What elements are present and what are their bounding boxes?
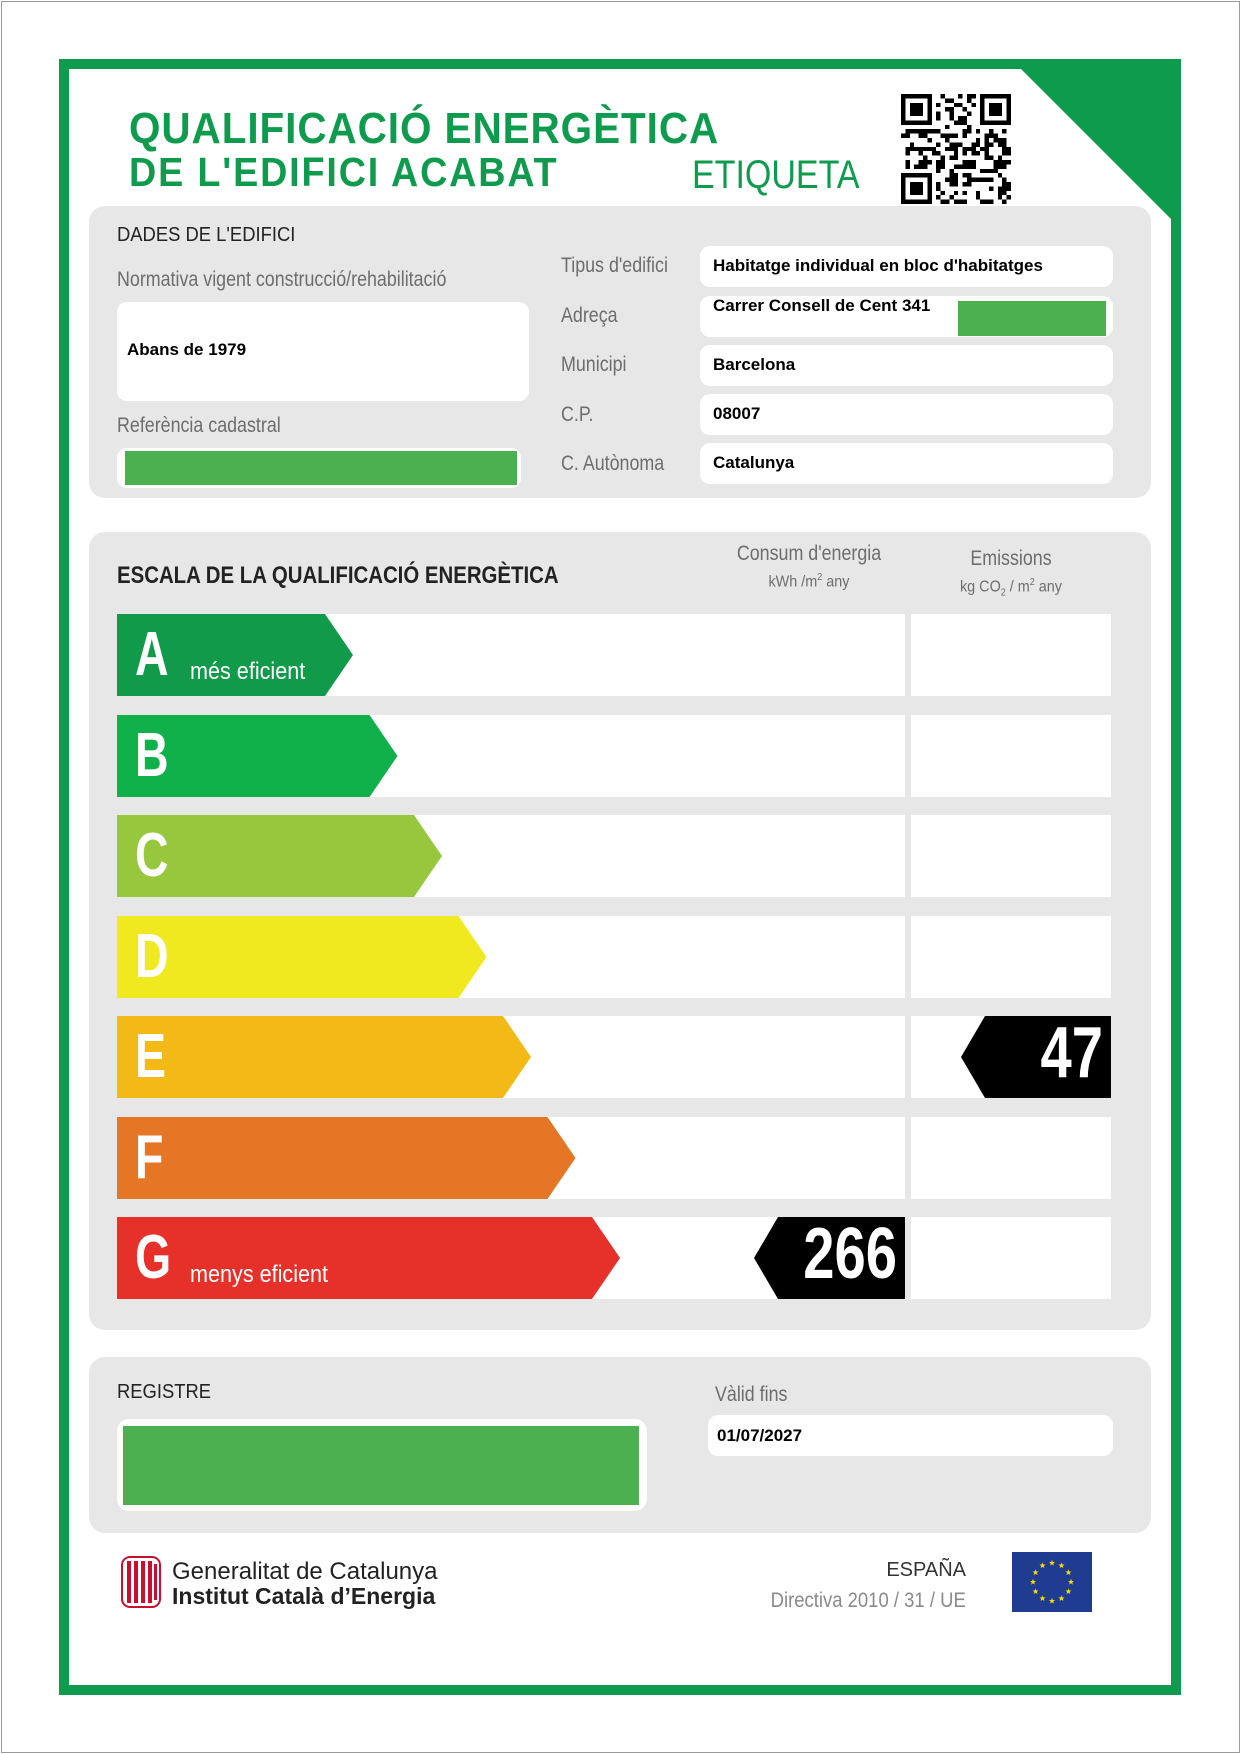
field-value-autonoma: Catalunya [713,453,795,472]
emissions-header-label: Emissions [970,547,1052,570]
field-value-adreca: Carrer Consell de Cent 341 [713,296,931,315]
footer-org2: Institut Català d’Energia [172,1583,436,1609]
cadastral-redacted [125,451,517,485]
registre-panel [89,1357,1151,1533]
energy-label-frame [59,59,1181,1695]
field-adreca [700,296,1113,337]
emissions-header [911,547,1111,599]
consum-value: 266 [803,1214,897,1294]
consum-header [709,542,909,591]
field-value-tipus: Habitatge individual en bloc d'habitatges [713,256,1043,275]
field-value-cp: 08007 [713,404,761,423]
field-municipi [700,345,1113,386]
class-letter-d: D [135,921,169,991]
class-letter-f: F [135,1122,164,1192]
etiqueta-label: ETIQUETA [692,153,860,197]
emissions-cell [911,715,1111,797]
consum-cell [709,916,905,998]
emissions-unit-sup: 2 [1029,577,1035,588]
footer-org1: Generalitat de Catalunya [172,1558,438,1585]
class-sub-g: menys eficient [190,1261,329,1288]
class-letter-g: G [135,1223,172,1292]
valid-label: Vàlid fins [715,1383,788,1406]
class-letter-c: C [135,821,169,890]
title-line-2: DE L'EDIFICI ACABAT [129,149,559,195]
field-label-municipi: Municipi [561,353,627,376]
field-tipus [700,246,1113,287]
emissions-cell [911,916,1111,998]
consum-unit [719,572,899,591]
emissions-unit-sub: 2 [1000,587,1006,599]
adreca-redacted [958,301,1106,336]
class-arrow-f [117,1117,578,1199]
field-value-municipi: Barcelona [713,355,796,374]
class-letter-a: A [135,620,169,689]
field-label-tipus: Tipus d'edifici [561,254,668,277]
valid-field [708,1415,1113,1456]
registre-label: REGISTRE [117,1381,212,1403]
emissions-unit-c: any [1034,578,1063,596]
registre-redacted [123,1426,639,1505]
valid-value: 01/07/2027 [717,1426,803,1445]
normativa-field [117,302,529,401]
scale-title: ESCALA DE LA QUALIFICACIÓ ENERGÈTICA [117,562,559,589]
cadastral-label: Referència cadastral [117,414,281,437]
consum-unit-sup: 2 [817,572,823,583]
field-label-cp: C.P. [561,403,594,426]
consum-cell [709,614,905,696]
emissions-cell [911,1217,1111,1299]
emissions-unit [921,577,1101,599]
consum-cell [709,1016,905,1098]
emissions-cell [911,815,1111,897]
qr-code-icon [901,94,1011,204]
footer-country: ESPAÑA [886,1559,966,1581]
class-sub-a: més eficient [190,658,306,685]
consum-cell [709,815,905,897]
field-cp [700,394,1113,435]
class-letter-e: E [135,1022,167,1091]
field-label-adreca: Adreça [561,304,618,327]
consum-unit-a: kWh /m [768,573,818,591]
consum-header-label: Consum d'energia [736,542,882,565]
consum-cell [709,715,905,797]
class-arrow-e [117,1016,533,1098]
emissions-unit-a: kg CO [959,578,1001,596]
energy-scale-panel [89,532,1151,1330]
class-arrow-d [117,916,489,998]
emissions-cell [911,614,1111,696]
footer-directive: Directiva 2010 / 31 / UE [770,1589,966,1612]
field-label-autonoma: C. Autònoma [561,452,665,475]
normativa-label: Normativa vigent construcció/rehabilitació [117,268,447,291]
registre-field [117,1419,647,1511]
class-letter-b: B [135,720,169,790]
consum-cell [709,1117,905,1199]
corner-triangle [1021,69,1171,219]
eu-flag-icon [1012,1552,1092,1612]
consum-unit-b: any [822,573,850,591]
normativa-value: Abans de 1979 [127,340,247,359]
emissions-value: 47 [1040,1013,1103,1093]
building-section-title: DADES DE L'EDIFICI [117,224,296,246]
title-line-1: QUALIFICACIÓ ENERGÈTICA [129,104,720,153]
cadastral-field [117,448,521,488]
emissions-cell [911,1117,1111,1199]
generalitat-logo-icon [121,1556,161,1608]
field-autonoma [700,443,1113,484]
emissions-unit-b: / m [1005,578,1030,596]
building-data-panel [89,206,1151,498]
